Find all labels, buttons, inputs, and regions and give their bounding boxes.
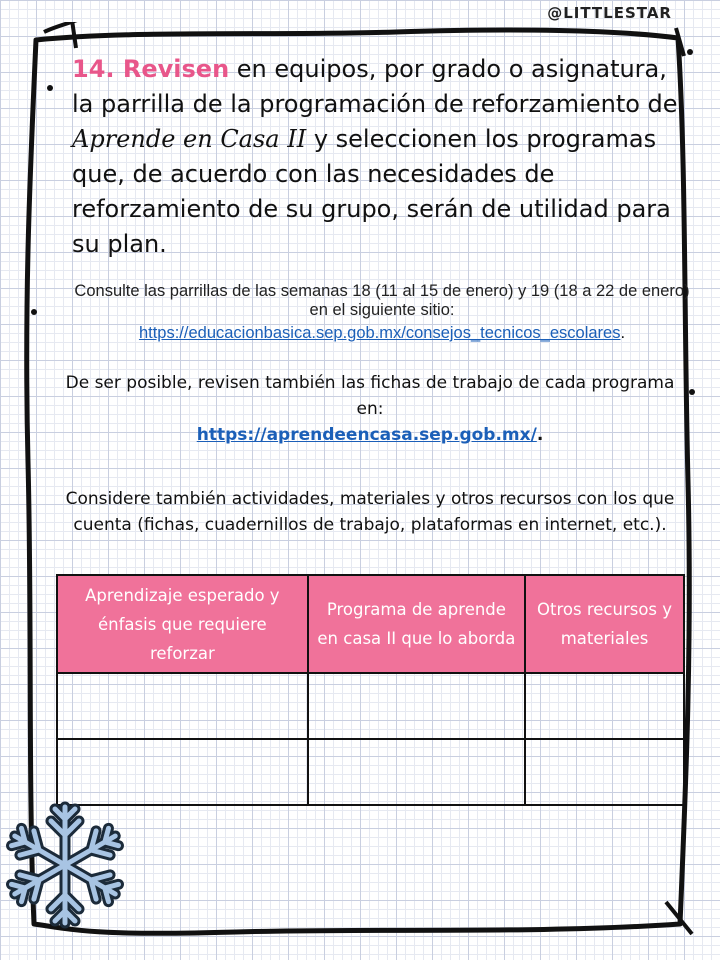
header-programa: Programa de aprende en casa II que lo aborda bbox=[308, 575, 525, 673]
activity-text-2: y seleccionen los programas que, de acuerdo con las necesidades de reforzamiento de su grupo, serán de utilidad para su plan. bbox=[72, 125, 671, 258]
fichas-text: De ser posible, revisen también las fichas de trabajo de cada programa en: bbox=[65, 373, 675, 419]
table-cell[interactable] bbox=[57, 673, 308, 739]
activity-instruction bbox=[72, 52, 682, 262]
considere-text: Considere también actividades, materiales y otros recursos con los que cuenta (fichas, cuadernillos de trabajo, plataformas en internet, etc.). bbox=[65, 489, 675, 535]
consult-link-suffix: . bbox=[620, 324, 626, 342]
watermark: @LITTLESTAR bbox=[547, 4, 672, 22]
table-row bbox=[57, 739, 684, 805]
consejos-link[interactable]: https://educacionbasica.sep.gob.mx/consejos_tecnicos_escolares bbox=[138, 324, 621, 342]
table-cell[interactable] bbox=[308, 739, 525, 805]
table-cell[interactable] bbox=[525, 673, 684, 739]
header-otros-recursos: Otros recursos y materiales bbox=[525, 575, 684, 673]
planning-table bbox=[56, 574, 685, 806]
table-cell[interactable] bbox=[308, 673, 525, 739]
snowflake-icon bbox=[0, 800, 130, 934]
table-row bbox=[57, 673, 684, 739]
activity-number: 14. Revisen bbox=[72, 55, 230, 83]
fichas-link-suffix: . bbox=[536, 425, 544, 445]
consult-text: Consulte las parrillas de las semanas 18 (11 al 15 de enero) y 19 (18 a 22 de enero) en el siguiente sitio: bbox=[74, 282, 690, 319]
activity-text-1: en equipos, por grado o asignatura, la parrilla de la programación de reforzamiento de bbox=[72, 55, 678, 118]
fichas-block bbox=[60, 370, 680, 448]
table-cell[interactable] bbox=[525, 739, 684, 805]
fichas-link-line bbox=[60, 422, 680, 448]
table-cell[interactable] bbox=[57, 739, 308, 805]
consult-link-line bbox=[72, 324, 692, 343]
program-name: Aprende en Casa II bbox=[72, 125, 307, 153]
header-aprendizaje: Aprendizaje esperado y énfasis que requiere reforzar bbox=[57, 575, 308, 673]
table-header-row bbox=[57, 575, 684, 673]
aprendeencasa-link[interactable]: https://aprendeencasa.sep.gob.mx/ bbox=[196, 425, 537, 445]
